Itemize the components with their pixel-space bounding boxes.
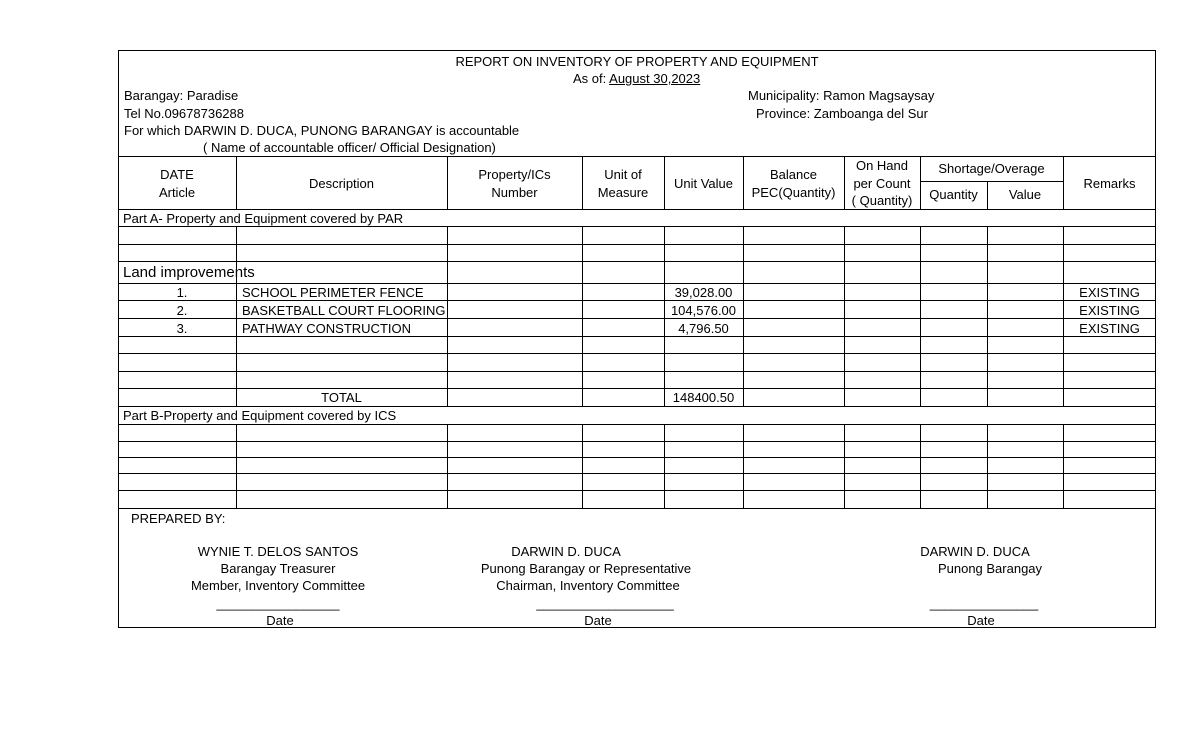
municipality: Municipality: Ramon Magsaysay [748,88,935,103]
grid-hline [118,508,1156,509]
grid-hline [118,388,1156,389]
col-date-line2: Article [158,185,196,200]
item-remarks: EXISTING [1079,285,1140,300]
grid-vline [844,226,845,406]
col-property-line2: Number [491,185,538,200]
item-unit-value: 39,028.00 [674,285,733,300]
col-property-line1: Property/ICs [478,167,551,182]
date-label: Date [584,613,612,628]
grid-vline [920,226,921,406]
grid-hline [118,261,1156,262]
grid-hline [118,457,1156,458]
grid-vline [987,424,988,508]
grid-vline [236,424,237,508]
item-description: PATHWAY CONSTRUCTION [242,321,411,336]
signatory-name: DARWIN D. DUCA [920,544,1030,559]
col-balance-line2: PEC(Quantity) [751,185,836,200]
grid-hline [118,244,1156,245]
as-of-date: August 30,2023 [609,71,701,86]
grid-hline [118,473,1156,474]
part-b-title: Part B-Property and Equipment covered by ICS [123,408,397,423]
province: Province: Zamboanga del Sur [756,106,928,121]
col-onhand-line3: ( Quantity) [851,193,913,208]
item-remarks: EXISTING [1079,321,1140,336]
grid-hline [118,209,1156,210]
signatory-name: WYNIE T. DELOS SANTOS [197,544,359,559]
grid-hline [118,353,1156,354]
grid-vline [1063,424,1064,508]
col-onhand-line2: per Count [853,176,911,191]
accountable-note: ( Name of accountable officer/ Official Designation) [203,140,496,155]
signatory-committee-role: Chairman, Inventory Committee [496,578,680,593]
col-remarks: Remarks [1083,176,1136,191]
item-number: 2. [176,303,188,318]
grid-hline [118,156,1156,157]
telephone-number: Tel No.09678736288 [124,106,244,121]
item-number: 3. [176,321,188,336]
report-title: REPORT ON INVENTORY OF PROPERTY AND EQUIPMENT [455,54,819,69]
accountable-officer: For which DARWIN D. DUCA, PUNONG BARANGAY is accountable [124,123,520,138]
grid-hline [118,406,1156,407]
col-date-line1: DATE [160,167,194,182]
signature-date-line: _________________ [216,596,340,611]
col-unit-value: Unit Value [673,176,733,191]
item-description: BASKETBALL COURT FLOORING [242,303,446,318]
grid-vline [743,226,744,406]
item-number: 1. [176,285,188,300]
col-unit-measure-line1: Unit of [604,167,642,182]
grid-vline [987,226,988,406]
grid-vline [844,424,845,508]
signatory-role: Punong Barangay [937,561,1043,576]
col-onhand-line1: On Hand [855,158,909,173]
signatory-committee-role: Member, Inventory Committee [190,578,366,593]
prepared-by-label: PREPARED BY: [131,511,226,526]
item-description: SCHOOL PERIMETER FENCE [242,285,424,300]
signature-date-line: ___________________ [536,596,674,611]
as-of-line [573,71,700,87]
date-label: Date [266,613,294,628]
signature-date-line: _______________ [929,596,1039,611]
grid-vline [447,226,448,406]
signatory-role: Barangay Treasurer [220,561,336,576]
signatory-role: Punong Barangay or Representative [480,561,692,576]
total-label: TOTAL [321,390,362,405]
grid-vline [447,424,448,508]
item-remarks: EXISTING [1079,303,1140,318]
grid-hline [118,424,1156,425]
barangay-name: Barangay: Paradise [124,88,239,103]
grid-hline [118,441,1156,442]
col-unit-measure-line2: Measure [597,185,649,200]
col-balance-line1: Balance [770,167,817,182]
as-of-label: As of: [573,71,607,86]
grid-hline [118,490,1156,491]
signatory-name: DARWIN D. DUCA [511,544,621,559]
land-improvements-heading: Land improvements [123,264,255,281]
grid-vline [664,424,665,508]
grid-vline [582,424,583,508]
grid-vline [582,226,583,406]
grid-hline [118,283,1156,284]
total-value: 148400.50 [672,390,735,405]
grid-hline [920,181,1063,182]
item-unit-value: 104,576.00 [670,303,737,318]
grid-vline [920,424,921,508]
part-a-title: Part A- Property and Equipment covered by PAR [123,211,404,226]
col-shortage-quantity: Quantity [929,187,978,202]
col-description: Description [308,176,375,191]
col-shortage-value: Value [1008,187,1042,202]
col-shortage-overage: Shortage/Overage [938,161,1045,176]
grid-hline [118,371,1156,372]
date-label: Date [967,613,995,628]
item-unit-value: 4,796.50 [678,321,729,336]
grid-vline [743,424,744,508]
